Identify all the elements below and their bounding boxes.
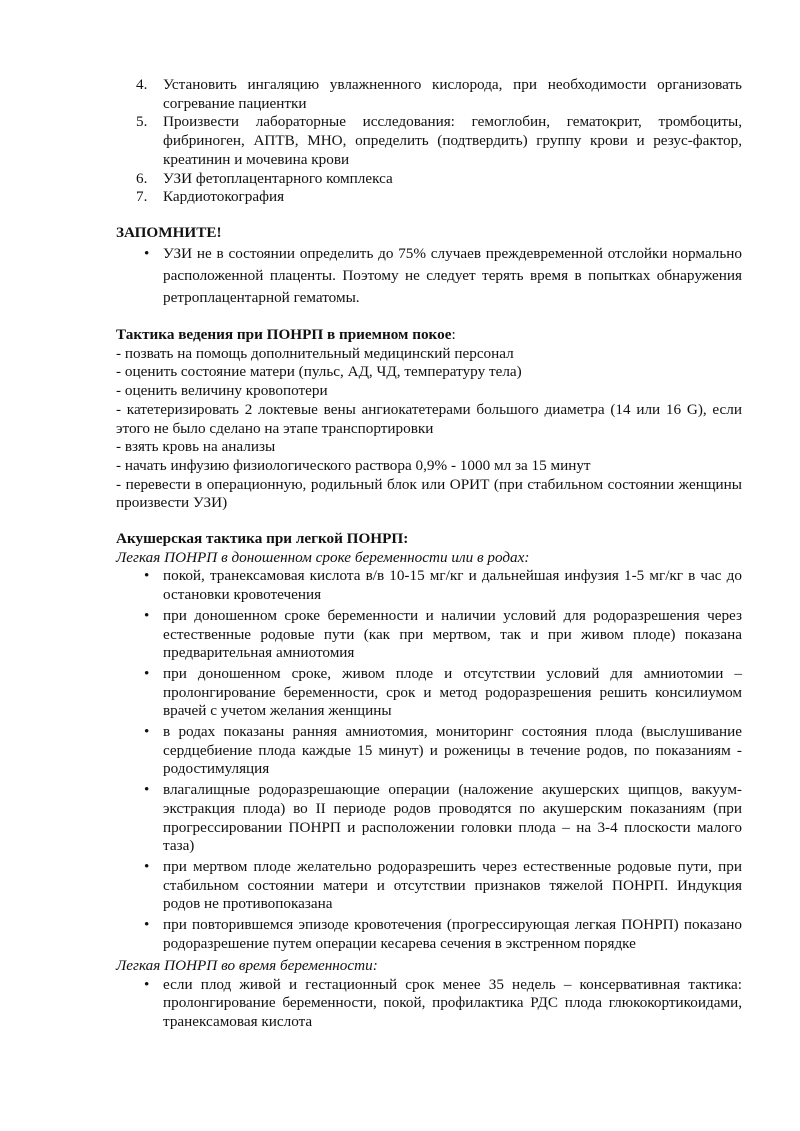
list-item-text: влагалищные родоразрешающие операции (наложение акушерских щипцов, вакуум-экстракция плода) во II периоде родов проводятся по акушерским показаниям (при прогрессировании ПОНРП и расположении головки плода – на 3-4 плоскости малого таза)	[163, 781, 742, 855]
list-item	[116, 243, 742, 309]
bullet-icon: •	[144, 567, 150, 585]
remember-heading: ЗАПОМНИТЕ!	[116, 224, 222, 241]
list-item-text: Кардиотокография	[163, 188, 285, 206]
tactic-line: - оценить величину кровопотери	[116, 382, 328, 400]
admission-tactics-heading	[116, 326, 742, 345]
list-item	[116, 113, 742, 169]
list-item-text: УЗИ фетоплацентарного комплекса	[163, 169, 393, 187]
numbered-list	[116, 76, 742, 207]
list-item-text: УЗИ не в состоянии определить до 75% случаев преждевременной отслойки нормально расположенной плаценты. Поэтому не следует терять время в попытках обнаружения ретроплацентарной гематомы.	[163, 244, 742, 306]
list-item-text: в родах показаны ранняя амниотомия, мониторинг состояния плода (выслушивание сердцебиение плода каждые 15 минут) и роженицы в течение родов, по показаниям - родостимуляция	[163, 723, 742, 778]
tactic-line: - взять кровь на анализы	[116, 438, 276, 456]
bullet-icon: •	[144, 975, 150, 993]
tactic-line: - перевести в операционную, родильный блок или ОРИТ (при стабильном состоянии женщины произвести УЗИ)	[116, 475, 742, 512]
list-item-text: Произвести лабораторные исследования: гемоглобин, гематокрит, тромбоциты, фибриноген, АПТВ, МНО, определить (подтвердить) группу крови и резус-фактор, креатинин и мочевина крови	[163, 113, 742, 168]
list-item-text: при доношенном сроке, живом плоде и отсутствии условий для амниотомии – пролонгирование беременности, срок и метод родоразрешения решить консилиумом врачей с учетом желания женщины	[163, 664, 742, 720]
admission-tactics-section	[116, 326, 742, 513]
list-item	[116, 76, 742, 113]
list-item-text: при доношенном сроке беременности и наличии условий для родоразрешения через естественные родовые пути (как при мертвом, так и при живом плоде) показана предварительная амниотомия	[163, 606, 742, 662]
pregnancy-list	[116, 976, 742, 1032]
tactic-line: - катетеризировать 2 локтевые вены ангиокатетерами большого диаметра (14 или 16 G), если этого не было сделано на этапе транспортировки	[116, 400, 742, 437]
list-item	[116, 170, 742, 189]
bullet-icon: •	[144, 244, 150, 262]
bullet-icon: •	[144, 916, 150, 934]
section-title: Тактика ведения при ПОНРП в приемном покое	[116, 326, 452, 343]
list-item-text: покой, транексамовая кислота в/в 10-15 мг/кг и дальнейшая инфузия 1-5 мг/кг в час до остановки кровотечения	[163, 567, 742, 604]
list-number: 6.	[136, 169, 148, 187]
remember-list	[116, 243, 742, 309]
tactic-line: - оценить состояние матери (пульс, АД, ЧД, температуру тела)	[116, 363, 522, 381]
tactic-line: - начать инфузию физиологического раствора 0,9% - 1000 мл за 15 минут	[116, 456, 591, 474]
numbered-list-block	[116, 76, 742, 207]
title-colon: :	[451, 326, 456, 343]
list-item-text: Установить ингаляцию увлажненного кислорода, при необходимости организовать согревание пациентки	[163, 76, 742, 112]
list-item	[116, 781, 742, 856]
bullet-icon: •	[144, 606, 150, 624]
list-item-text: если плод живой и гестационный срок менее 35 недель – консервативная тактика: пролонгирование беременности, покой, профилактика РДС плода глюкокортикоидами, транексамовая кислота	[163, 975, 742, 1031]
term-list	[116, 567, 742, 953]
list-item-text: при повторившемся эпизоде кровотечения (прогрессирующая легкая ПОНРП) показано родоразрешение путем операции кесарева сечения в экстренном порядке	[163, 916, 742, 952]
pregnancy-section	[116, 957, 742, 1032]
list-item	[116, 858, 742, 914]
list-item-text: при мертвом плоде желательно родоразрешить через естественные родовые пути, при стабильном состоянии матери и отсутствии признаков тяжелой ПОНРП. Индукция родов не противопоказана	[163, 857, 742, 913]
list-item	[116, 916, 742, 953]
list-number: 5.	[136, 113, 148, 131]
bullet-icon: •	[144, 857, 150, 875]
bullet-icon: •	[144, 664, 150, 682]
obstetric-tactics-section	[116, 530, 742, 953]
remember-section	[116, 224, 742, 309]
list-item	[116, 665, 742, 721]
list-item	[116, 188, 742, 207]
list-item	[116, 723, 742, 779]
bullet-icon: •	[144, 723, 150, 741]
obstetric-tactics-heading: Акушерская тактика при легкой ПОНРП:	[116, 530, 409, 547]
term-subheading: Легкая ПОНРП в доношенном сроке беременности или в родах:	[116, 548, 530, 566]
list-item	[116, 607, 742, 663]
pregnancy-subheading: Легкая ПОНРП во время беременности:	[116, 957, 378, 974]
tactic-line: - позвать на помощь дополнительный медицинский персонал	[116, 344, 514, 362]
list-item	[116, 567, 742, 604]
bullet-icon: •	[144, 781, 150, 799]
list-number: 7.	[136, 188, 148, 206]
list-number: 4.	[136, 76, 148, 93]
list-item	[116, 976, 742, 1032]
